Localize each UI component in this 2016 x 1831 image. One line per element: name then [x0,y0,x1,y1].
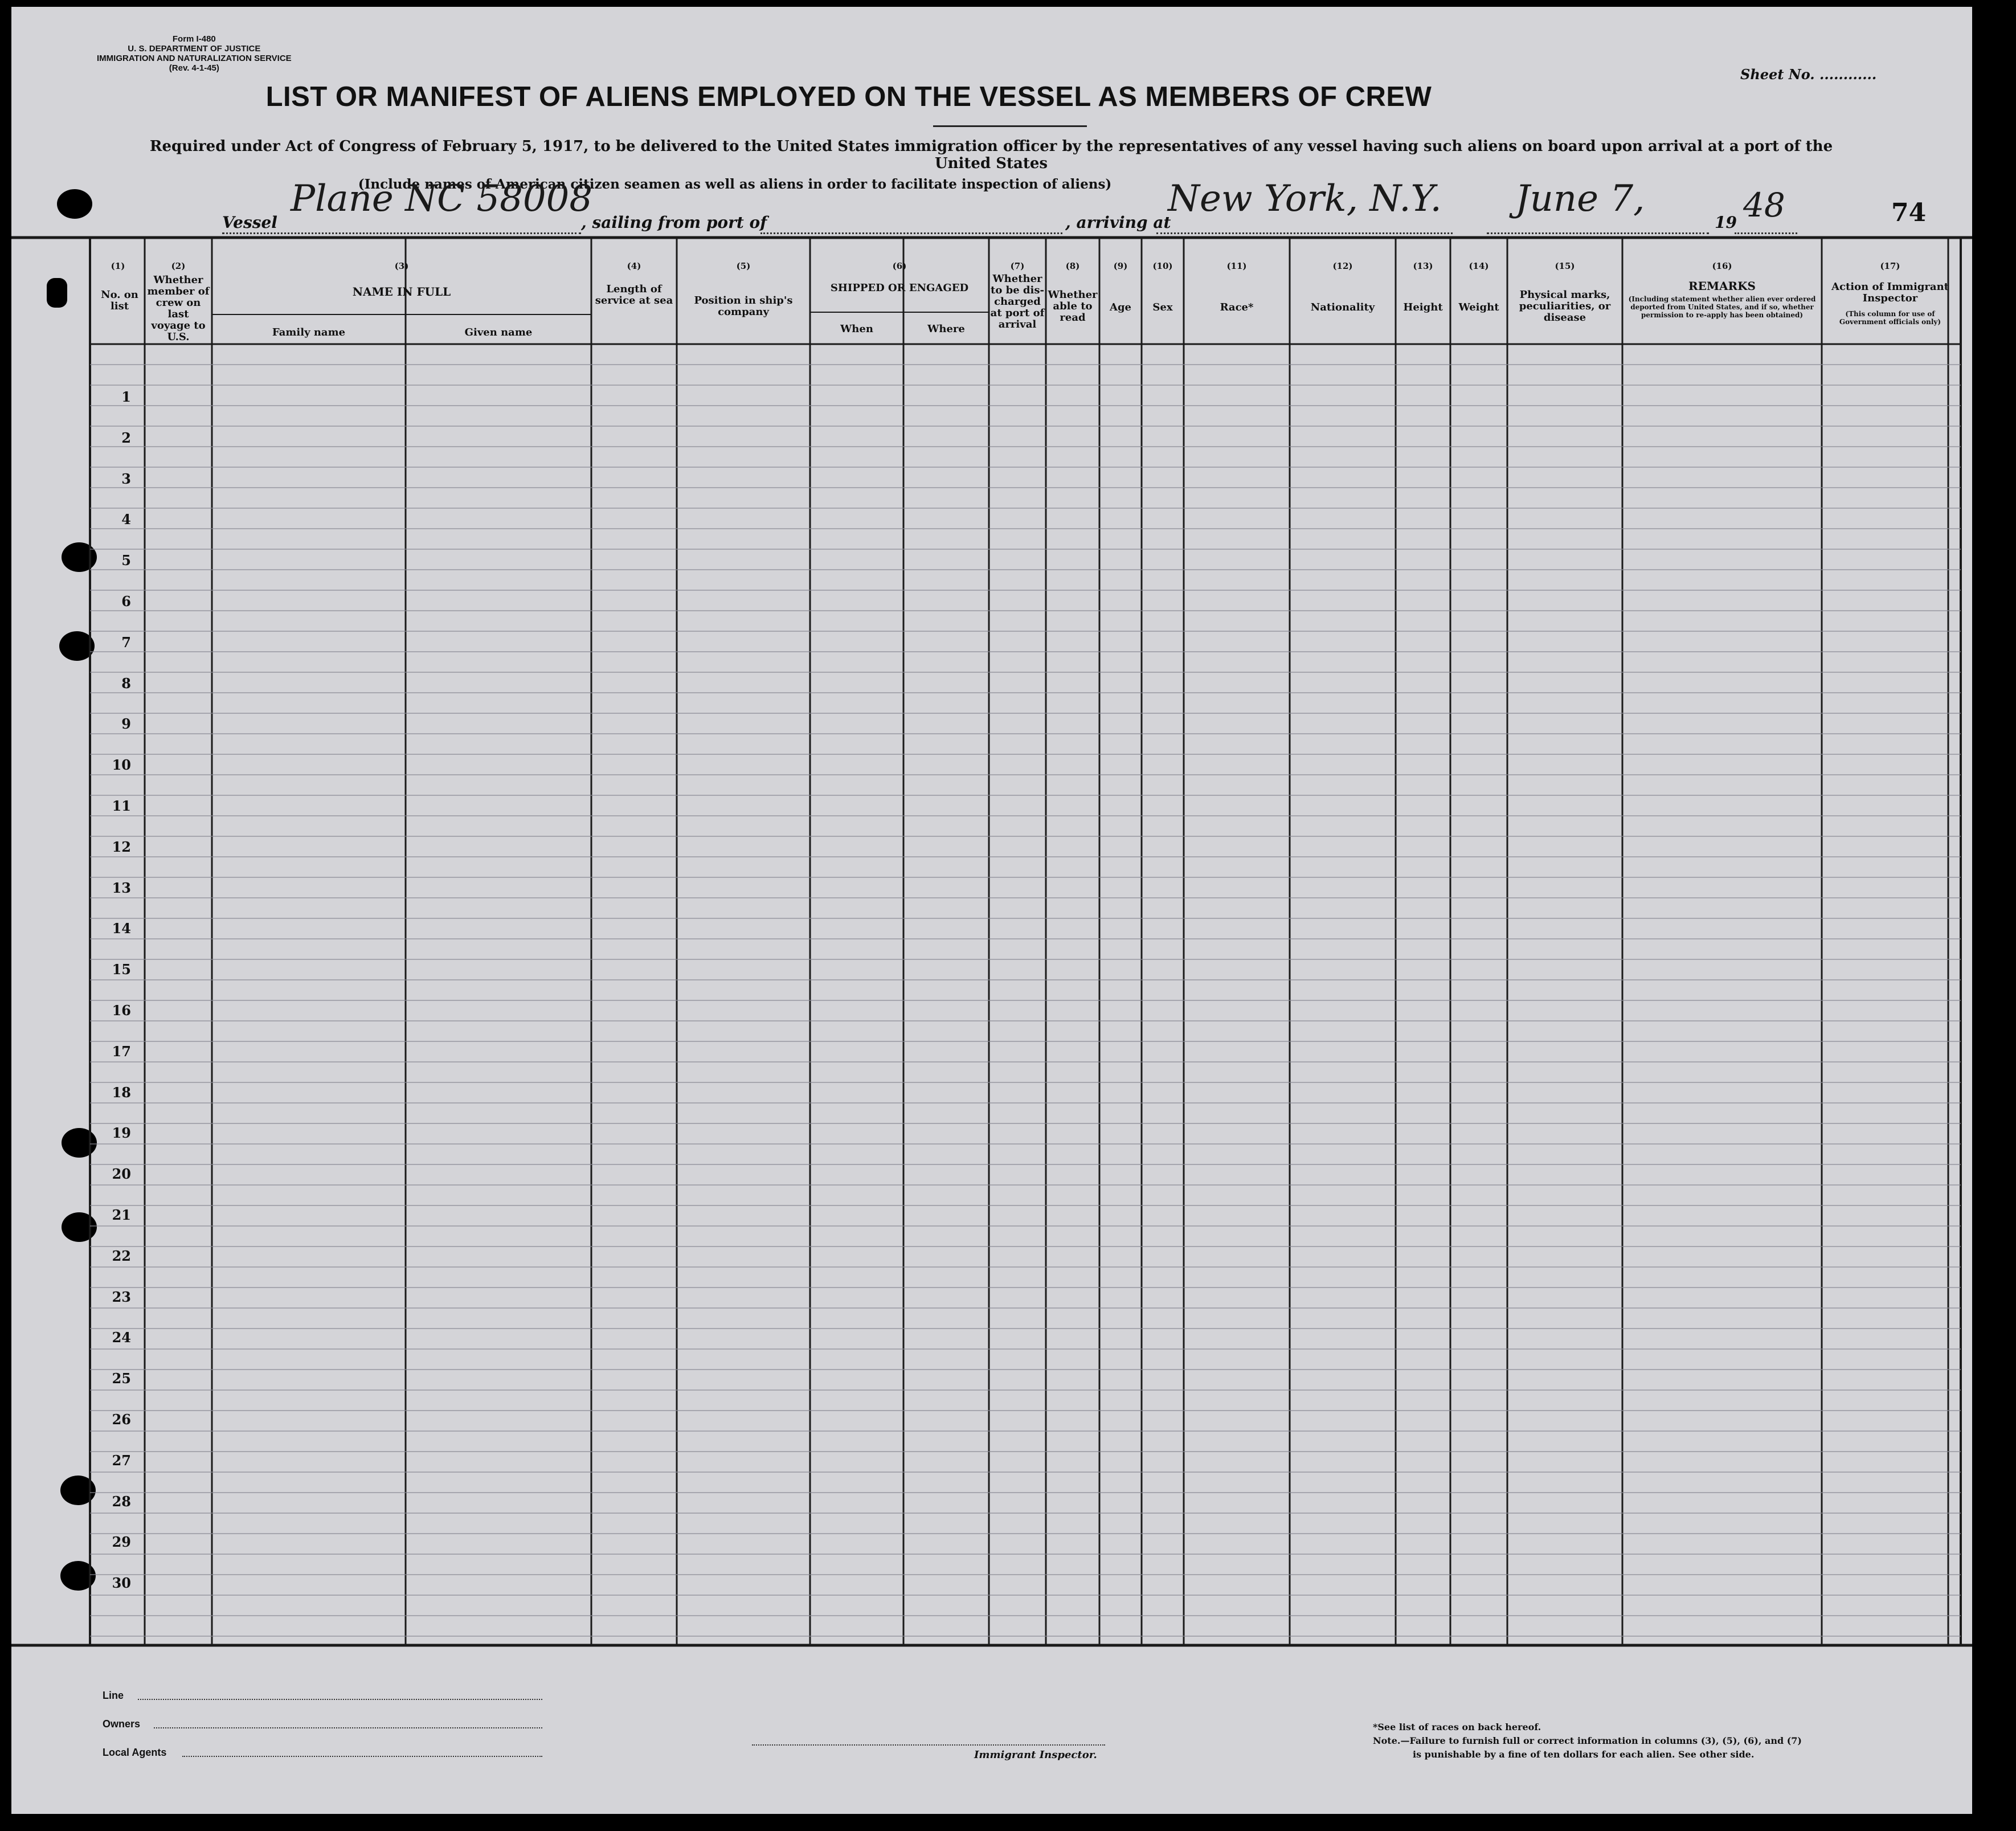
column-number: (14) [1469,261,1489,271]
row-number: 9 [121,716,131,733]
footer-agents-label: Local Agents [103,1747,167,1758]
footer-owners-field [154,1727,542,1728]
row-number: 26 [112,1411,131,1428]
row-number: 13 [112,879,131,896]
include-note: (Include names of American citizen seamen as well as aliens in order to facilitate inspection of aliens) [358,177,1112,192]
column-header-no-on-list: No. on list [101,289,138,312]
sheet-number-label: Sheet No. ............ [1740,66,1877,83]
row-number: 18 [112,1084,131,1101]
row-number: 16 [112,1002,131,1019]
arrival-date-value: June 7, [1515,178,1645,220]
column-header-remarks: REMARKS [1688,279,1756,293]
column-number: (1) [111,261,125,271]
penalty-note-line: is punishable by a fine of ten dollars for each alien. See other side. [1413,1749,1755,1760]
sailing-label: , sailing from port of [581,213,767,232]
row-number: 6 [121,593,131,610]
row-number: 29 [112,1534,131,1551]
row-number: 19 [112,1125,131,1142]
column-number: (11) [1226,261,1247,271]
column-number: (13) [1413,261,1433,271]
row-number: 17 [112,1043,131,1060]
arriving-label: , arriving at [1065,213,1171,232]
row-number: 21 [112,1207,131,1223]
column-header-crew-last-voyage: Whether member of crew on last voyage to U.S. [147,274,210,343]
column-number: (5) [736,261,751,271]
footer-line-field [138,1699,542,1700]
column-header-name-in-full: NAME IN FULL [352,285,451,299]
footer-agents-field [182,1756,542,1757]
row-number: 27 [112,1452,131,1469]
inspector-signature-label: Immigrant Inspector. [974,1749,1097,1761]
row-number: 1 [121,389,131,405]
column-header-length-of-service: Length of service at sea [595,283,673,306]
manifest-sheet [11,7,1972,1814]
row-number: 4 [121,511,131,528]
column-number: (2) [171,261,186,271]
row-number: 22 [112,1247,131,1264]
row-number: 20 [112,1166,131,1183]
vessel-name-value: Plane NC 58008 [291,178,593,220]
row-number: 5 [121,552,131,569]
page-number: 74 [1891,198,1927,227]
column-header-weight: Weight [1458,301,1499,313]
subheader-given-name: Given name [464,326,533,338]
column-header-age: Age [1109,301,1131,313]
form-id-line: Form I-480 [172,34,216,44]
column-header-height: Height [1403,301,1443,313]
row-number: 25 [112,1370,131,1387]
row-number: 28 [112,1493,131,1510]
vessel-label: Vessel [222,213,277,232]
remarks-note: (Including statement whether alien ever ordered deported from United States, and if so, whether permission to re-apply has been obtained) [1628,295,1816,319]
column-header-race: Race* [1220,301,1254,313]
row-number: 8 [121,675,131,692]
column-number: (3) [394,261,409,271]
row-number: 14 [112,920,131,937]
footer-owners-label: Owners [103,1718,141,1730]
column-number: (12) [1332,261,1353,271]
column-number: (16) [1712,261,1732,271]
column-header-physical-marks: Physical marks, peculiarities, or disease [1519,289,1611,324]
row-number: 30 [112,1575,131,1592]
row-number: 15 [112,961,131,978]
column-header-shipped-or-engaged: SHIPPED OR ENGAGED [830,282,969,294]
column-header-sex: Sex [1152,301,1173,313]
column-number: (6) [892,261,907,271]
column-number: (4) [627,261,641,271]
column-number: (17) [1880,261,1900,271]
inspector-note: (This column for use of Government officials only) [1839,310,1941,326]
row-number: 2 [121,429,131,446]
column-header-nationality: Nationality [1310,301,1375,313]
year-value: 48 [1743,186,1785,224]
race-footnote: *See list of races on back hereof. [1373,1722,1541,1732]
form-title: LIST OR MANIFEST OF ALIENS EMPLOYED ON THE VESSEL AS MEMBERS OF CREW [265,81,1432,112]
form-id-line: IMMIGRATION AND NATURALIZATION SERVICE [97,54,292,63]
column-header-discharged-at-port: Whether to be dis-charged at port of arrival [990,273,1045,330]
inspector-signature-line [752,1744,1105,1746]
row-number: 23 [112,1288,131,1305]
column-header-inspector-action: Action of Immigrant Inspector [1831,281,1949,304]
year-prefix: 19 [1715,213,1737,232]
required-statement: Required under Act of Congress of February 5, 1917, to be delivered to the United States immigration officer by the representatives of any vessel having such aliens on board upon arrival at a port of the United States [149,138,1833,172]
row-number: 7 [121,634,131,651]
penalty-note-line: Note.—Failure to furnish full or correct information in columns (3), (5), (6), and (7) [1373,1735,1802,1746]
row-number: 11 [112,798,131,814]
column-number: (7) [1010,261,1025,271]
column-number: (10) [1152,261,1173,271]
subheader-family-name: Family name [272,326,346,338]
subheader-where: Where [927,323,965,335]
row-number: 3 [121,470,131,487]
form-id-line: U. S. DEPARTMENT OF JUSTICE [128,44,261,54]
form-id-line: (Rev. 4-1-45) [169,63,219,73]
row-number: 12 [112,838,131,855]
column-header-position: Position in ship's company [694,295,793,318]
arriving-port-value: New York, N.Y. [1168,178,1442,220]
row-number: 10 [112,757,131,774]
column-number: (9) [1113,261,1128,271]
subheader-when: When [840,323,873,335]
footer-line-label: Line [103,1690,124,1701]
column-number: (8) [1065,261,1080,271]
column-number: (15) [1555,261,1575,271]
row-number: 24 [112,1329,131,1346]
column-header-able-to-read: Whether able to read [1048,289,1098,324]
